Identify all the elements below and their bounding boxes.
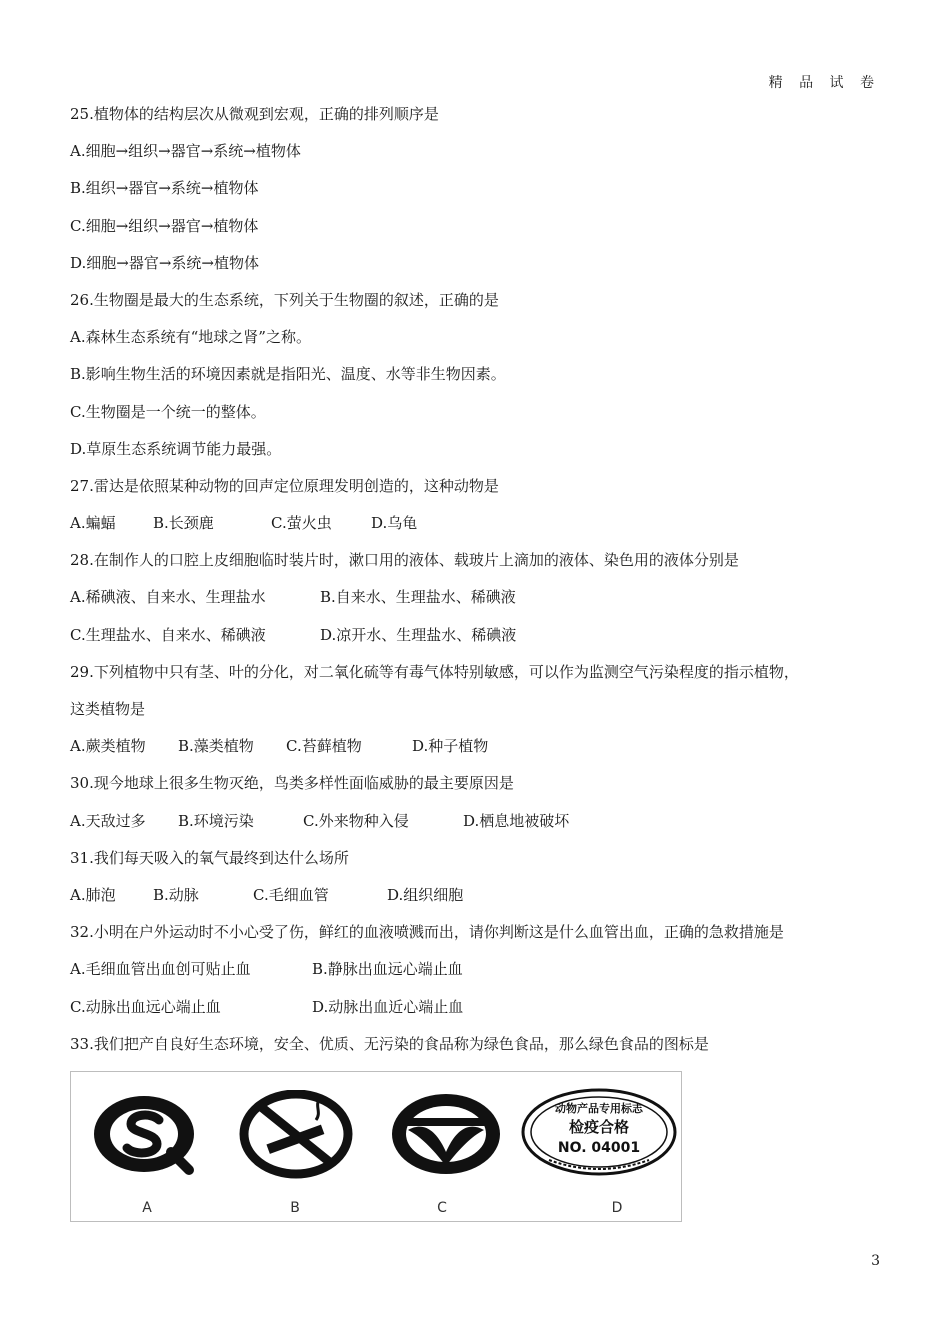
option-line <box>70 579 885 616</box>
option: A.森林生态系统有“地球之肾”之称。 <box>70 328 311 347</box>
option: B.影响生物生活的环境因素就是指阳光、温度、水等非生物因素。 <box>70 365 506 384</box>
option-line <box>70 133 885 170</box>
seal-text-number: NO. 04001 <box>557 1140 641 1156</box>
option: A.稀碘液、自来水、生理盐水 <box>70 588 266 607</box>
option-line <box>70 170 885 207</box>
option: D.乌龟 <box>371 514 418 533</box>
option-line <box>70 989 885 1026</box>
option: A.天敌过多 <box>70 811 146 830</box>
option: A.肺泡 <box>70 885 116 904</box>
qs-logo-icon <box>89 1090 199 1180</box>
option-line <box>70 394 885 431</box>
page-number: 3 <box>871 1253 880 1269</box>
logo-figure <box>70 1071 682 1222</box>
option-line <box>70 245 885 282</box>
option: C.外来物种入侵 <box>303 811 409 830</box>
option: C.生物圈是一个统一的整体。 <box>70 402 266 421</box>
question-stem: 32.小明在户外运动时不小心受了伤，鲜红的血液喷溅而出，请你判断这是什么血管出血，正确的急救措施是 <box>70 923 784 942</box>
option: C.细胞→组织→器官→植物体 <box>70 216 259 235</box>
option-line <box>70 319 885 356</box>
option-line <box>70 208 885 245</box>
option: B.藻类植物 <box>178 737 254 756</box>
option: C.毛细血管 <box>253 885 329 904</box>
option-line <box>70 728 885 765</box>
option-line <box>70 803 885 840</box>
figure-label-b: B <box>290 1200 300 1216</box>
option: D.细胞→器官→系统→植物体 <box>70 253 259 272</box>
question-stem: 29.下列植物中只有茎、叶的分化，对二氧化硫等有毒气体特别敏感，可以作为监测空气污染程度的指示植物， <box>70 662 799 681</box>
question-stem: 33.我们把产自良好生态环境，安全、优质、无污染的食品称为绿色食品，那么绿色食品的图标是 <box>70 1034 709 1053</box>
option: B.静脉出血远心端止血 <box>312 960 463 979</box>
question-stem-continued: 这类植物是 <box>70 700 146 718</box>
option: A.毛细血管出血创可贴止血 <box>70 960 251 979</box>
option: D.栖息地被破坏 <box>463 811 570 830</box>
question-stem: 30.现今地球上很多生物灭绝，鸟类多样性面临威胁的最主要原因是 <box>70 774 514 793</box>
option: B.长颈鹿 <box>153 514 214 533</box>
option: C.苔藓植物 <box>286 737 362 756</box>
option: A.细胞→组织→器官→系统→植物体 <box>70 142 301 161</box>
option: C.萤火虫 <box>271 514 332 533</box>
question-stem: 31.我们每天吸入的氧气最终到达什么场所 <box>70 848 349 867</box>
option: A.蕨类植物 <box>70 737 146 756</box>
option: D.凉开水、生理盐水、稀碘液 <box>320 625 517 644</box>
option-line <box>70 951 885 988</box>
option: B.组织→器官→系统→植物体 <box>70 179 259 198</box>
figure-label-c: C <box>437 1200 447 1216</box>
green-food-logo-icon <box>386 1090 506 1180</box>
figure-label-d: D <box>611 1200 623 1216</box>
option: D.种子植物 <box>412 737 489 756</box>
seal-text-top: 动物产品专用标志 <box>555 1102 643 1115</box>
option-line <box>70 431 885 468</box>
option: D.草原生态系统调节能力最强。 <box>70 439 282 458</box>
option: B.动脉 <box>153 885 199 904</box>
question-list <box>70 96 885 1063</box>
header-tag: 精 品 试 卷 <box>768 75 880 91</box>
question-stem: 28.在制作人的口腔上皮细胞临时装片时，漱口用的液体、载玻片上滴加的液体、染色用的液体分别是 <box>70 551 739 570</box>
seal-text-middle: 检疫合格 <box>568 1118 630 1136</box>
option-line <box>70 617 885 654</box>
option: A.蝙蝠 <box>70 514 116 533</box>
option-line <box>70 356 885 393</box>
option: C.生理盐水、自来水、稀碘液 <box>70 625 266 644</box>
option: B.自来水、生理盐水、稀碘液 <box>320 588 516 607</box>
option: D.动脉出血近心端止血 <box>312 997 464 1016</box>
option: B.环境污染 <box>178 811 254 830</box>
option-line <box>70 877 885 914</box>
quarantine-seal-icon <box>519 1086 679 1186</box>
figure-label-a: A <box>142 1200 152 1216</box>
question-stem: 25.植物体的结构层次从微观到宏观，正确的排列顺序是 <box>70 105 439 123</box>
question-stem: 27.雷达是依照某种动物的回声定位原理发明创造的，这种动物是 <box>70 476 499 495</box>
option: C.动脉出血远心端止血 <box>70 997 221 1016</box>
option-line <box>70 505 885 542</box>
option: D.组织细胞 <box>387 885 464 904</box>
question-stem: 26.生物圈是最大的生态系统，下列关于生物圈的叙述，正确的是 <box>70 290 499 309</box>
no-smoking-icon <box>236 1090 356 1180</box>
